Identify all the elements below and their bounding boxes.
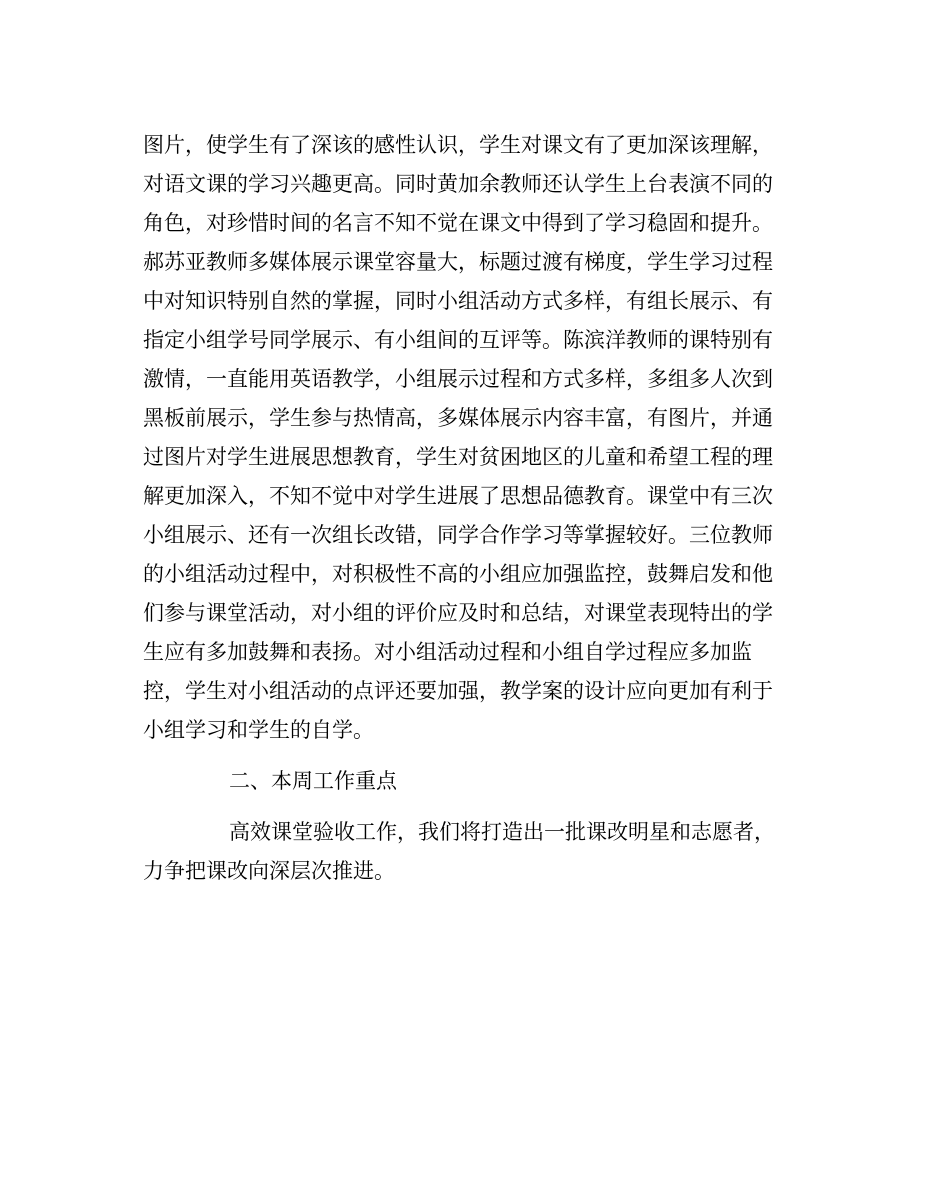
text-line: 们参与课堂活动，对小组的评价应及时和总结，对课堂表现特出的学 (143, 601, 773, 625)
document-body (143, 126, 803, 891)
text-line: 角色，对珍惜时间的名言不知不觉在课文中得到了学习稳固和提升。 (143, 211, 773, 235)
text-line: 中对知识特别自然的掌握，同时小组活动方式多样，有组长展示、有 (143, 289, 773, 313)
paragraph-evaluation (143, 126, 803, 750)
text-line: 指定小组学号同学展示、有小组间的互评等。陈滨洋教师的课特别有 (143, 328, 773, 352)
section-heading: 二、本周工作重点 (229, 769, 397, 793)
text-line: 高效课堂验收工作，我们将打造出一批课改明星和志愿者， (229, 820, 775, 844)
text-line: 郝苏亚教师多媒体展示课堂容量大，标题过渡有梯度，学生学习过程 (143, 250, 773, 274)
text-line: 黑板前展示，学生参与热情高，多媒体展示内容丰富，有图片，并通 (143, 406, 773, 430)
text-line: 对语文课的学习兴趣更高。同时黄加余教师还认学生上台表演不同的 (143, 172, 773, 196)
text-line: 的小组活动过程中，对积极性不高的小组应加强监控，鼓舞启发和他 (143, 562, 773, 586)
text-line: 控，学生对小组活动的点评还要加强，教学案的设计应向更加有利于 (143, 679, 773, 703)
text-line: 解更加深入，不知不觉中对学生进展了思想品德教育。课堂中有三次 (143, 484, 773, 508)
text-line: 小组学习和学生的自学。 (143, 718, 374, 742)
text-line: 图片，使学生有了深该的感性认识，学生对课文有了更加深该理解， (143, 133, 773, 157)
text-line: 过图片对学生进展思想教育，学生对贫困地区的儿童和希望工程的理 (143, 445, 773, 469)
paragraph-gap (143, 750, 803, 762)
text-line: 生应有多加鼓舞和表扬。对小组活动过程和小组自学过程应多加监 (143, 640, 752, 664)
text-line: 力争把课改向深层次推进。 (143, 859, 395, 883)
text-line: 激情，一直能用英语教学，小组展示过程和方式多样，多组多人次到 (143, 367, 773, 391)
paragraph-focus (143, 813, 803, 891)
paragraph-gap (143, 801, 803, 813)
text-line: 小组展示、还有一次组长改错，同学合作学习等掌握较好。三位教师 (143, 523, 773, 547)
